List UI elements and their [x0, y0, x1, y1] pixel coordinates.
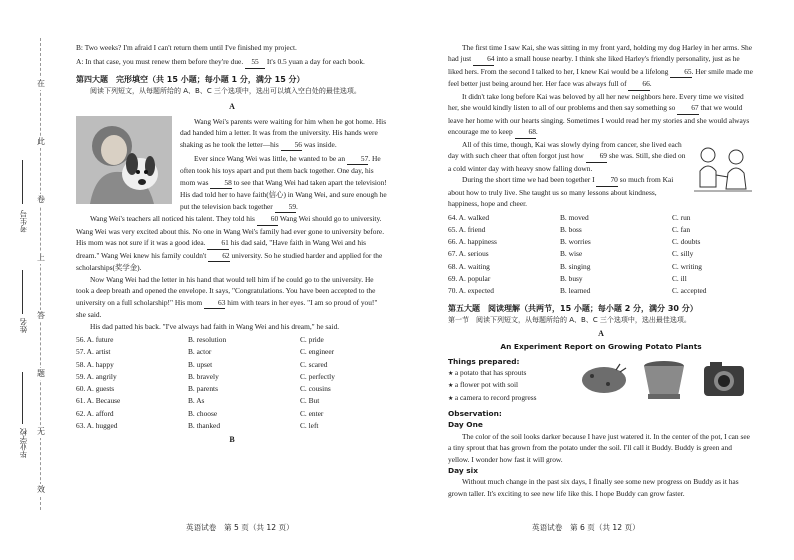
- dialogue-line: B: Two weeks? I'm afraid I can't return them until I've finished my project.: [76, 43, 297, 52]
- blank-63[interactable]: 63: [204, 297, 225, 309]
- option-row: 67. A. serious B. wise C. silly: [448, 249, 694, 259]
- boy-with-dog-illustration: [76, 116, 172, 204]
- paragraph-2: Ever since Wang Wei was little, he wanted to be an 57. He often took his toys apart and put them back together. One day, his mom was 58 to see that Wang Wei had taken apart the television! His dad told her to have faith(信心) in Wang Wei, and sure enough he put the television back together 59.: [76, 153, 388, 213]
- blank-70[interactable]: 70: [596, 174, 617, 186]
- list-item: ★ a camera to record progress: [448, 392, 754, 404]
- option-row: 69. A. popular B. busy C. ill: [448, 273, 687, 283]
- margin-char: 此: [36, 136, 46, 148]
- blank-62[interactable]: 62: [208, 250, 229, 262]
- name-line: [22, 270, 23, 314]
- blank-60[interactable]: 60: [257, 213, 278, 225]
- option-row: 60. A. guests B. parents C. cousins: [76, 384, 331, 394]
- paragraph-4: During the short time we had been together I 70 so much from Kai about how to truly live. She taught us so many lessons about kindness, happiness, hope and cheer.: [448, 175, 674, 209]
- kai-sketch: [692, 141, 754, 195]
- section5-instructions: 第一节 阅读下列短文，从每题所给的 A、B、C 三个选项中，选出最佳选项。: [448, 315, 691, 324]
- option-row: 65. A. friend B. boss C. fan: [448, 224, 691, 234]
- materials-illustration: [578, 356, 748, 404]
- section4-title: 第四大题 完形填空（共 15 小题；每小题 1 分，满分 15 分）: [76, 74, 305, 84]
- option-row: 59. A. angrily B. bravely C. perfectly: [76, 371, 335, 381]
- camera-icon: [704, 362, 744, 396]
- margin-char: 效: [36, 484, 46, 496]
- cloze-passage-a: [76, 116, 388, 332]
- blank-55[interactable]: 55: [245, 56, 265, 68]
- student-id-label: 考生号: [19, 210, 28, 233]
- blank-56[interactable]: 56: [281, 139, 302, 151]
- blank-59[interactable]: 59: [275, 201, 296, 213]
- margin-char: 无: [36, 426, 46, 438]
- student-id-line: [22, 160, 23, 204]
- option-row: 58. A. happy B. upset C. scared: [76, 359, 328, 369]
- blank-67[interactable]: 67: [677, 102, 698, 114]
- section5-title: 第五大题 阅读理解（共两节，15 小题；每小题 2 分，满分 30 分）: [448, 303, 698, 313]
- blank-58[interactable]: 58: [210, 177, 231, 189]
- option-row: 63. A. hugged B. thanked C. left: [76, 420, 319, 430]
- paragraph-1: The first time I saw Kai, she was sitting in my front yard, holding my dog Harley in her arms. She had just 64 into a small house nearby. I think she liked Harley's friendly personality, just as he liked hers. From the second I talked to her, I knew Kai would be a lifelong 65. Her smile made me feel better just being around her. Her face was always full of 66.: [448, 42, 754, 91]
- list-item: ★ a flower pot with soil: [448, 379, 754, 391]
- options-64-70: [448, 212, 754, 298]
- margin-char: 上: [36, 252, 46, 264]
- margin-char: 答: [36, 310, 46, 322]
- day-one-text: The color of the soil looks darker because I have just watered it. In the center of the pot, I can see a tiny sprout that has grown from the potato under the soil. I'll call it Buddy. Buddy is green and yellow. I wonder how fast it will grow.: [448, 431, 750, 464]
- day-six-text: Without much change in the past six days, I finally see some new progress on Buddy as it has grown taller. It's exciting to see new life like this. I hope Buddy can grow faster.: [448, 477, 739, 498]
- blank-68[interactable]: 68: [515, 126, 536, 138]
- passage-label-a: A: [598, 328, 604, 338]
- page-5: [76, 42, 388, 449]
- options-56-63: [76, 334, 388, 432]
- dialogue-line: A: In that case, you must renew them before they're due. 55 It's 0.5 yuan a day for each book.: [76, 56, 388, 68]
- paragraph-4: Now Wang Wei had the letter in his hand that would tell him if he could go to the university. He took a deep breath and opened the envelope. It says, "Congratulations. You have been accepted to the university on a full scholarship!" His mom 63 him with tears in her eyes. "I am so proud of you!" she said.: [76, 274, 378, 320]
- paragraph-2: It didn't take long before Kai was beloved by all her new neighbors here. Every time we visited her, she would kindly listen to all of our problems and then say something so 67 that we would leave her home with our hearts singing. Sometimes I would read her my stories and she would always encourage me to keep 68.: [448, 91, 754, 139]
- margin-char: 卷: [36, 194, 46, 206]
- option-row: 70. A. expected B. learned C. accepted: [448, 286, 707, 296]
- option-row: 68. A. waiting B. singing C. writing: [448, 261, 702, 271]
- day-six-label: Day six: [448, 465, 478, 475]
- passage-label-b: B: [229, 435, 235, 445]
- report-title: An Experiment Report on Growing Potato Plants: [500, 342, 702, 352]
- people-sketch-illustration: [692, 141, 754, 195]
- option-row: 61. A. Because B. As C. But: [76, 396, 320, 406]
- blank-65[interactable]: 65: [670, 66, 691, 78]
- boy-with-dog-photo: [76, 116, 172, 204]
- option-row: 62. A. afford B. choose C. enter: [76, 408, 324, 418]
- option-row: 56. A. future B. resolution C. pride: [76, 335, 324, 344]
- things-prepared-label: Things prepared:: [448, 356, 520, 366]
- margin-char: 题: [36, 368, 46, 380]
- paragraph-1: Wang Wei's parents were waiting for him when he got home. His dad handed him a letter. It was from the university. His hands were shaking as he took the letter—his 56 was inside.: [76, 116, 388, 151]
- option-row: 57. A. artist B. actor C. engineer: [76, 347, 335, 357]
- binding-margin: [0, 0, 62, 560]
- potato-icon: [582, 364, 626, 393]
- paragraph-3: All of this time, though, Kai was slowly dying from cancer, she lived each day with such cheer that often forgot just how 69 she was. Still, she died on a cold winter day with heavy snow falling down.: [448, 139, 686, 173]
- paragraph-3: Wang Wei's teachers all noticed his talent. They told his 60 Wang Wei should go to university. Wang Wei was very excited about this. No one in Wang Wei's family had ever gone to university before. His mom was not sure if it was a good idea. 61 his dad said, "Have faith in Wang Wei and his dream." Wang Wei knew his family couldn't 62 university. So he studied harder and applied for the scholarships(奖学金).: [76, 214, 385, 273]
- flower-pot-icon: [644, 361, 684, 399]
- observation-label: Observation:: [448, 408, 502, 418]
- section4-instructions: 阅读下列短文，从每题所给的 A、B、C 三个选项中，选出可以填入空白处的最佳选项。: [90, 87, 361, 96]
- page-6: [448, 42, 754, 499]
- passage-label-a: A: [229, 102, 235, 112]
- blank-64[interactable]: 64: [473, 53, 494, 65]
- paragraph-5: His dad patted his back. "I've always had faith in Wang Wei and his dream," he said.: [90, 321, 340, 331]
- name-label: 姓名: [19, 318, 28, 333]
- page-5-footer: 英语试卷 第 5 页（共 12 页）: [186, 523, 294, 532]
- option-row: 64. A. walked B. moved C. run: [448, 212, 691, 222]
- dashed-binding-line: [40, 38, 41, 510]
- blank-57[interactable]: 57: [347, 153, 368, 165]
- blank-66[interactable]: 66: [628, 78, 649, 90]
- things-prepared-block: [448, 356, 754, 408]
- cloze-passage-b: [448, 42, 754, 210]
- list-item: ★ a potato that has sprouts: [448, 367, 754, 379]
- option-row: 66. A. happiness B. worries C. doubts: [448, 237, 701, 247]
- school-label: 毕业学校: [19, 428, 28, 458]
- margin-char: 在: [36, 78, 46, 90]
- blank-69[interactable]: 69: [586, 150, 607, 162]
- page-6-footer: 英语试卷 第 6 页（共 12 页）: [532, 523, 640, 532]
- day-one-label: Day One: [448, 420, 483, 430]
- blank-61[interactable]: 61: [207, 237, 228, 249]
- school-line: [22, 372, 23, 424]
